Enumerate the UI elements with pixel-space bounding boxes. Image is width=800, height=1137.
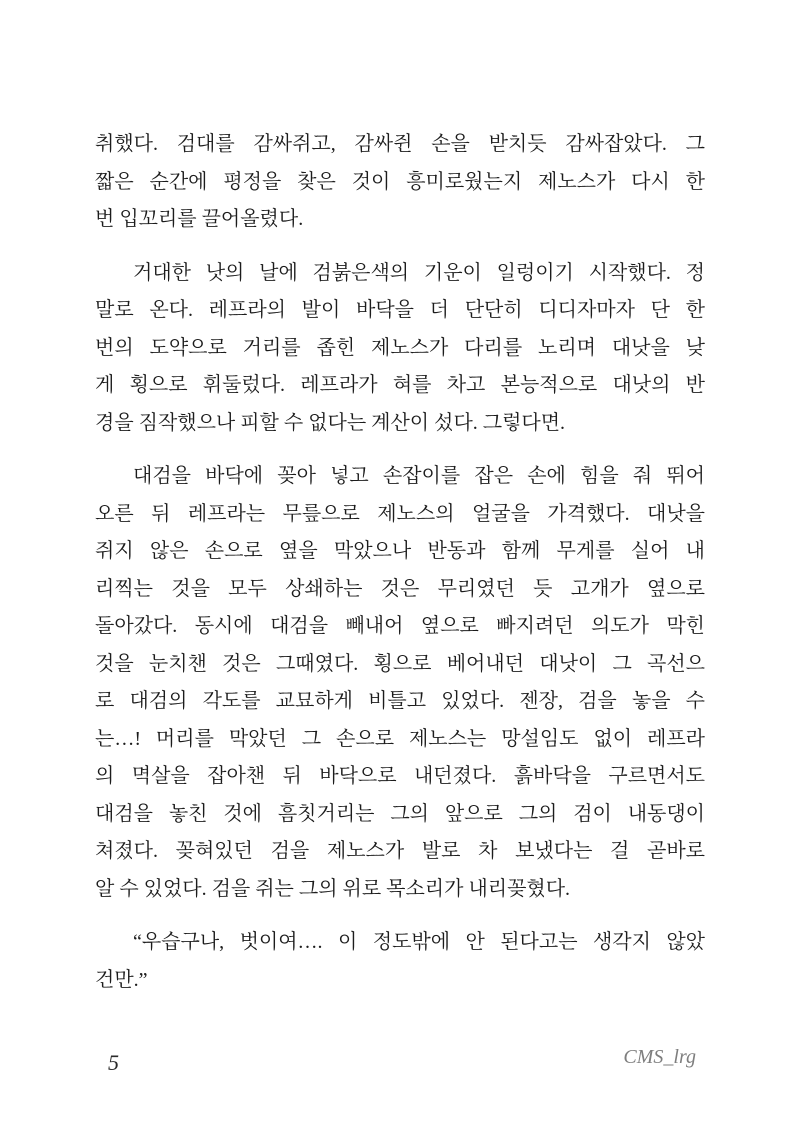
text-line: 는…! 머리를 막았던 그 손으로 제노스는 망설임도 없이 레프라 <box>95 727 705 750</box>
paragraph <box>95 458 705 908</box>
text-line: 로 대검의 각도를 교묘하게 비틀고 있었다. 젠장, 검을 놓을 수 <box>95 690 705 712</box>
text-line: 건만.” <box>95 968 148 991</box>
text-line: 의 멱살을 잡아챈 뒤 바닥으로 내던졌다. 흙바닥을 구르면서도 <box>95 765 705 787</box>
text-line: 쳐졌다. 꽂혀있던 검을 제노스가 발로 차 보냈다는 걸 곧바로 <box>95 840 705 862</box>
paragraph <box>95 255 705 443</box>
footer-label: CMS_lrg <box>623 1046 696 1068</box>
body-text <box>95 126 705 1015</box>
text-line: 말로 온다. 레프라의 발이 바닥을 더 단단히 디디자마자 단 한 <box>95 299 705 321</box>
text-line: 게 횡으로 휘둘렀다. 레프라가 혀를 차고 본능적으로 대낫의 반 <box>95 374 705 396</box>
text-line: 리찍는 것을 모두 상쇄하는 것은 무리였던 듯 고개가 옆으로 <box>95 577 705 600</box>
text-line: 경을 짐작했으나 피할 수 없다는 계산이 섰다. 그렇다면. <box>95 411 566 434</box>
text-line: 것을 눈치챈 것은 그때였다. 횡으로 베어내던 대낫이 그 곡선으 <box>95 652 705 675</box>
text-line: 거대한 낫의 날에 검붉은색의 기운이 일렁이기 시작했다. 정 <box>133 261 705 284</box>
text-line: 취했다. 검대를 감싸쥐고, 감싸쥔 손을 받치듯 감싸잡았다. 그 <box>95 133 705 155</box>
text-line: 번의 도약으로 거리를 좁힌 제노스가 다리를 노리며 대낫을 낮 <box>95 336 705 359</box>
text-line: 대검을 바닥에 꽂아 넣고 손잡이를 잡은 손에 힘을 줘 뛰어 <box>133 465 705 487</box>
text-line: 번 입꼬리를 끌어올렸다. <box>95 208 304 230</box>
paragraph <box>95 924 705 999</box>
text-line: “우습구나, 벗이여…. 이 정도밖에 안 된다고는 생각지 않았 <box>133 931 705 953</box>
paragraph <box>95 126 705 239</box>
text-line: 짧은 순간에 평정을 찾은 것이 흥미로웠는지 제노스가 다시 한 <box>95 170 705 193</box>
text-line: 오른 뒤 레프라는 무릎으로 제노스의 얼굴을 가격했다. 대낫을 <box>95 502 705 525</box>
text-line: 돌아갔다. 동시에 대검을 빼내어 옆으로 빠지려던 의도가 막힌 <box>95 615 705 637</box>
page-footer <box>0 1042 800 1087</box>
text-line: 알 수 있었다. 검을 쥐는 그의 위로 목소리가 내리꽂혔다. <box>95 877 571 900</box>
page-number: 5 <box>108 1050 119 1075</box>
text-line: 대검을 놓친 것에 흠칫거리는 그의 앞으로 그의 검이 내동댕이 <box>95 802 705 825</box>
text-line: 쥐지 않은 손으로 옆을 막았으나 반동과 함께 무게를 실어 내 <box>95 540 705 562</box>
